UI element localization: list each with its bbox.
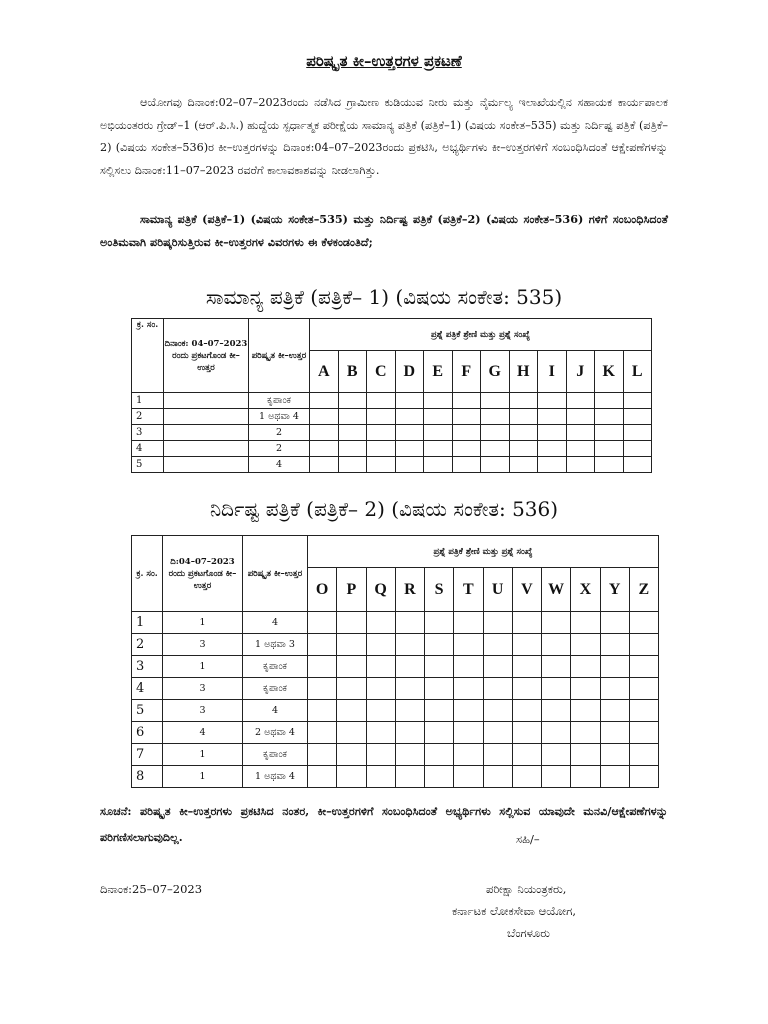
series-letter-v: V <box>512 568 541 612</box>
issue-date: ದಿನಾಂಕ:25–07–2023 <box>100 882 203 896</box>
question-number-cell <box>595 425 624 441</box>
question-number-cell <box>538 409 567 425</box>
question-number-cell <box>395 744 424 766</box>
question-number-cell <box>366 678 395 700</box>
question-number-cell <box>512 656 541 678</box>
serial-no-cell: 8 <box>132 766 163 788</box>
answer-key-table-1 <box>131 318 652 473</box>
question-number-cell <box>308 766 337 788</box>
question-number-cell <box>425 766 454 788</box>
serial-no-cell: 3 <box>132 425 164 441</box>
question-number-cell <box>308 700 337 722</box>
serial-no-cell: 1 <box>132 393 164 409</box>
question-number-cell <box>566 457 595 473</box>
question-number-cell <box>571 766 600 788</box>
question-number-cell <box>425 634 454 656</box>
question-number-cell <box>452 393 481 409</box>
question-number-cell <box>483 656 512 678</box>
question-number-cell <box>629 744 658 766</box>
published-key-cell: 3 <box>163 700 243 722</box>
question-number-cell <box>566 393 595 409</box>
question-number-cell <box>512 766 541 788</box>
question-number-cell <box>542 656 571 678</box>
question-number-cell <box>512 678 541 700</box>
question-number-cell <box>512 612 541 634</box>
question-number-cell <box>310 441 339 457</box>
question-number-cell <box>600 744 629 766</box>
series-letter-t: T <box>454 568 483 612</box>
question-number-cell <box>454 634 483 656</box>
question-number-cell <box>542 766 571 788</box>
series-letter-w: W <box>542 568 571 612</box>
series-letter-b: B <box>338 351 367 393</box>
question-number-cell <box>367 409 396 425</box>
question-number-cell <box>366 722 395 744</box>
header-published-key: ದಿನಾಂಕ: 04–07–2023 ರಂದು ಪ್ರಕಟಗೊಂಡ ಕೀ–ಉತ್ತರ <box>164 319 249 393</box>
revised-key-cell: ಕೃಪಾಂಕ <box>243 744 308 766</box>
signatory-designation: ಪರೀಕ್ಷಾ ನಿಯಂತ್ರಕರು, <box>486 882 567 896</box>
question-number-cell <box>483 766 512 788</box>
serial-no-cell: 4 <box>132 678 163 700</box>
published-key-cell: 3 <box>163 678 243 700</box>
question-number-cell <box>308 656 337 678</box>
question-number-cell <box>424 409 453 425</box>
question-number-cell <box>623 393 652 409</box>
question-number-cell <box>310 425 339 441</box>
header-series: ಪ್ರಶ್ನೆ ಪತ್ರಿಕೆ ಶ್ರೇಣಿ ಮತ್ತು ಪ್ರಶ್ನೆ ಸಂಖ್ಯೆ <box>308 536 659 568</box>
question-number-cell <box>509 425 538 441</box>
question-number-cell <box>629 634 658 656</box>
question-number-cell <box>629 612 658 634</box>
document-title: ಪರಿಷ್ಕೃತ ಕೀ–ಉತ್ತರಗಳ ಪ್ರಕಟಣೆ <box>306 52 462 70</box>
question-number-cell <box>512 700 541 722</box>
series-letter-z: Z <box>629 568 658 612</box>
question-number-cell <box>366 744 395 766</box>
question-number-cell <box>566 425 595 441</box>
published-key-cell: 3 <box>163 634 243 656</box>
question-number-cell <box>367 441 396 457</box>
question-number-cell <box>424 457 453 473</box>
series-letter-e: E <box>424 351 453 393</box>
question-number-cell <box>538 457 567 473</box>
series-letter-j: J <box>566 351 595 393</box>
question-number-cell <box>571 678 600 700</box>
question-number-cell <box>395 457 424 473</box>
question-number-cell <box>338 393 367 409</box>
question-number-cell <box>566 441 595 457</box>
revised-key-cell: 4 <box>249 457 310 473</box>
table-row <box>132 457 652 473</box>
serial-no-cell: 2 <box>132 634 163 656</box>
series-letter-s: S <box>425 568 454 612</box>
series-letter-a: A <box>310 351 339 393</box>
question-number-cell <box>395 409 424 425</box>
question-number-cell <box>571 656 600 678</box>
revised-key-cell: ಕೃಪಾಂಕ <box>243 656 308 678</box>
question-number-cell <box>308 612 337 634</box>
question-number-cell <box>595 409 624 425</box>
published-key-cell: 1 <box>163 766 243 788</box>
question-number-cell <box>338 441 367 457</box>
revised-key-cell: 2 <box>249 441 310 457</box>
question-number-cell <box>509 409 538 425</box>
question-number-cell <box>571 722 600 744</box>
question-number-cell <box>337 766 366 788</box>
revised-key-cell: ಕೃಪಾಂಕ <box>243 678 308 700</box>
summary-paragraph: ಸಾಮಾನ್ಯ ಪತ್ರಿಕೆ (ಪತ್ರಿಕೆ–1) (ವಿಷಯ ಸಂಕೇತ–535) ಮತ್ತು ನಿರ್ದಿಷ್ಟ ಪತ್ರಿಕೆ (ಪತ್ರಿಕೆ–2) (ವಿಷಯ ಸಂಕೇತ–536) ಗಳಿಗೆ ಸಂಬಂಧಿಸಿದಂತೆ ಅಂತಿಮವಾಗಿ ಪರಿಷ್ಕರಿಸುತ್ತಿರುವ ಕೀ–ಉತ್ತರಗಳ ವಿವರಗಳು ಈ ಕೆಳಕಂಡಂತಿದೆ; <box>100 212 668 249</box>
question-number-cell <box>366 766 395 788</box>
question-number-cell <box>512 634 541 656</box>
question-number-cell <box>424 441 453 457</box>
question-number-cell <box>366 700 395 722</box>
question-number-cell <box>454 656 483 678</box>
table-row <box>132 678 659 700</box>
revised-key-cell: 2 ಅಥವಾ 4 <box>243 722 308 744</box>
question-number-cell <box>483 678 512 700</box>
question-number-cell <box>600 766 629 788</box>
serial-no-cell: 2 <box>132 409 164 425</box>
table-row <box>132 634 659 656</box>
published-key-cell <box>164 409 249 425</box>
published-key-cell <box>164 393 249 409</box>
question-number-cell <box>395 678 424 700</box>
question-number-cell <box>512 744 541 766</box>
question-number-cell <box>338 409 367 425</box>
question-number-cell <box>481 393 510 409</box>
question-number-cell <box>571 634 600 656</box>
header-revised-key: ಪರಿಷ್ಕೃತ ಕೀ–ಉತ್ತರ <box>243 536 308 612</box>
question-number-cell <box>395 700 424 722</box>
series-letter-h: H <box>509 351 538 393</box>
question-number-cell <box>308 722 337 744</box>
question-number-cell <box>454 722 483 744</box>
question-number-cell <box>623 409 652 425</box>
question-number-cell <box>308 744 337 766</box>
question-number-cell <box>542 678 571 700</box>
series-letter-q: Q <box>366 568 395 612</box>
question-number-cell <box>600 656 629 678</box>
question-number-cell <box>367 457 396 473</box>
question-number-cell <box>512 722 541 744</box>
question-number-cell <box>600 612 629 634</box>
table2-title: ನಿರ್ದಿಷ್ಟ ಪತ್ರಿಕೆ (ಪತ್ರಿಕೆ– 2) (ವಿಷಯ ಸಂಕೇತ: 536) <box>209 497 559 521</box>
question-number-cell <box>538 393 567 409</box>
serial-no-cell: 4 <box>132 441 164 457</box>
series-letter-p: P <box>337 568 366 612</box>
question-number-cell <box>454 744 483 766</box>
question-number-cell <box>425 678 454 700</box>
question-number-cell <box>483 722 512 744</box>
question-number-cell <box>452 425 481 441</box>
question-number-cell <box>452 409 481 425</box>
published-key-cell: 1 <box>163 612 243 634</box>
question-number-cell <box>600 722 629 744</box>
revised-key-cell: 4 <box>243 612 308 634</box>
question-number-cell <box>566 409 595 425</box>
series-letter-d: D <box>395 351 424 393</box>
signatory-place: ಬೆಂಗಳೂರು <box>507 926 550 940</box>
question-number-cell <box>337 744 366 766</box>
serial-no-cell: 5 <box>132 700 163 722</box>
question-number-cell <box>310 457 339 473</box>
published-key-cell: 1 <box>163 744 243 766</box>
header-serial-no: ಕ್ರ. ಸಂ. <box>132 319 164 393</box>
question-number-cell <box>395 441 424 457</box>
question-number-cell <box>452 441 481 457</box>
intro-paragraph: ಆಯೋಗವು ದಿನಾಂಕ:02–07–2023ರಂದು ನಡೆಸಿದ ಗ್ರಾಮೀಣ ಕುಡಿಯುವ ನೀರು ಮತ್ತು ನೈರ್ಮಲ್ಯ ಇಲಾಖೆಯಲ್ಲಿನ ಸಹಾಯಕ ಕಾರ್ಯಪಾಲಕ ಅಭಿಯಂತರರು ಗ್ರೇಡ್–1 (ಆರ್.ಪಿ.ಸಿ.) ಹುದ್ದೆಯ ಸ್ಪರ್ಧಾತ್ಮಕ ಪರೀಕ್ಷೆಯ ಸಾಮಾನ್ಯ ಪತ್ರಿಕೆ (ಪತ್ರಿಕೆ–1) (ವಿಷಯ ಸಂಕೇತ–535) ಮತ್ತು ನಿರ್ದಿಷ್ಟ ಪತ್ರಿಕೆ (ಪತ್ರಿಕೆ–2) (ವಿಷಯ ಸಂಕೇತ–536)ರ ಕೀ–ಉತ್ತರಗಳನ್ನು ದಿನಾಂಕ:04–07–2023ರಂದು ಪ್ರಕಟಿಸಿ, ಅಭ್ಯರ್ಥಿಗಳು ಕೀ–ಉತ್ತರಗಳಿಗೆ ಸಂಬಂಧಿಸಿದಂತೆ ಆಕ್ಷೇಪಣೆಗಳನ್ನು ಸಲ್ಲಿಸಲು ದಿನಾಂಕ:11–07–2023 ರವರೆಗೆ ಕಾಲಾವಕಾಶವನ್ನು ನೀಡಲಾಗಿತ್ತು. <box>100 96 668 177</box>
question-number-cell <box>366 656 395 678</box>
series-letter-k: K <box>595 351 624 393</box>
question-number-cell <box>337 656 366 678</box>
series-letter-l: L <box>623 351 652 393</box>
series-letter-r: R <box>395 568 424 612</box>
question-number-cell <box>424 393 453 409</box>
question-number-cell <box>425 656 454 678</box>
question-number-cell <box>481 425 510 441</box>
question-number-cell <box>509 441 538 457</box>
question-number-cell <box>310 393 339 409</box>
header-published-key: ದಿ:04–07–2023 ರಂದು ಪ್ರಕಟಗೊಂಡ ಕೀ–ಉತ್ತರ <box>163 536 243 612</box>
published-key-cell <box>164 425 249 441</box>
series-letter-i: I <box>538 351 567 393</box>
question-number-cell <box>367 425 396 441</box>
series-letter-g: G <box>481 351 510 393</box>
question-number-cell <box>481 409 510 425</box>
revised-key-cell: 1 ಅಥವಾ 4 <box>249 409 310 425</box>
question-number-cell <box>571 700 600 722</box>
question-number-cell <box>542 634 571 656</box>
series-letter-u: U <box>483 568 512 612</box>
question-number-cell <box>395 634 424 656</box>
table-row <box>132 441 652 457</box>
question-number-cell <box>337 634 366 656</box>
question-number-cell <box>623 457 652 473</box>
question-number-cell <box>538 441 567 457</box>
question-number-cell <box>509 393 538 409</box>
question-number-cell <box>600 634 629 656</box>
revised-key-cell: 4 <box>243 700 308 722</box>
revised-key-cell: 1 ಅಥವಾ 4 <box>243 766 308 788</box>
revised-key-cell: 1 ಅಥವಾ 3 <box>243 634 308 656</box>
table-row <box>132 766 659 788</box>
question-number-cell <box>595 441 624 457</box>
table-row <box>132 656 659 678</box>
header-revised-key: ಪರಿಷ್ಕೃತ ಕೀ–ಉತ್ತರ <box>249 319 310 393</box>
question-number-cell <box>629 656 658 678</box>
table-row <box>132 425 652 441</box>
published-key-cell <box>164 457 249 473</box>
question-number-cell <box>452 457 481 473</box>
serial-no-cell: 7 <box>132 744 163 766</box>
question-number-cell <box>366 634 395 656</box>
table-row <box>132 700 659 722</box>
question-number-cell <box>425 744 454 766</box>
table-row <box>132 722 659 744</box>
question-number-cell <box>600 678 629 700</box>
question-number-cell <box>600 700 629 722</box>
series-letter-f: F <box>452 351 481 393</box>
question-number-cell <box>366 612 395 634</box>
question-number-cell <box>481 457 510 473</box>
question-number-cell <box>337 678 366 700</box>
table-row <box>132 409 652 425</box>
question-number-cell <box>629 700 658 722</box>
question-number-cell <box>337 700 366 722</box>
serial-no-cell: 3 <box>132 656 163 678</box>
question-number-cell <box>338 457 367 473</box>
question-number-cell <box>395 722 424 744</box>
question-number-cell <box>425 722 454 744</box>
question-number-cell <box>395 766 424 788</box>
question-number-cell <box>367 393 396 409</box>
published-key-cell: 4 <box>163 722 243 744</box>
header-series: ಪ್ರಶ್ನೆ ಪತ್ರಿಕೆ ಶ್ರೇಣಿ ಮತ್ತು ಪ್ರಶ್ನೆ ಸಂಖ್ಯೆ <box>310 319 652 351</box>
question-number-cell <box>542 722 571 744</box>
question-number-cell <box>395 425 424 441</box>
question-number-cell <box>425 700 454 722</box>
question-number-cell <box>595 457 624 473</box>
question-number-cell <box>308 634 337 656</box>
question-number-cell <box>595 393 624 409</box>
series-letter-o: O <box>308 568 337 612</box>
question-number-cell <box>308 678 337 700</box>
question-number-cell <box>629 722 658 744</box>
published-key-cell <box>164 441 249 457</box>
question-number-cell <box>454 678 483 700</box>
question-number-cell <box>542 744 571 766</box>
question-number-cell <box>483 612 512 634</box>
question-number-cell <box>629 766 658 788</box>
question-number-cell <box>571 612 600 634</box>
header-serial-no: ಕ್ರ. ಸಂ. <box>132 536 163 612</box>
question-number-cell <box>454 766 483 788</box>
question-number-cell <box>542 612 571 634</box>
question-number-cell <box>542 700 571 722</box>
question-number-cell <box>629 678 658 700</box>
series-letter-x: X <box>571 568 600 612</box>
question-number-cell <box>338 425 367 441</box>
table-row <box>132 612 659 634</box>
question-number-cell <box>483 634 512 656</box>
answer-key-table-2 <box>131 535 659 788</box>
question-number-cell <box>538 425 567 441</box>
revised-key-cell: ಕೃಪಾಂಕ <box>249 393 310 409</box>
question-number-cell <box>395 656 424 678</box>
question-number-cell <box>337 612 366 634</box>
serial-no-cell: 6 <box>132 722 163 744</box>
question-number-cell <box>509 457 538 473</box>
question-number-cell <box>483 744 512 766</box>
question-number-cell <box>623 425 652 441</box>
serial-no-cell: 5 <box>132 457 164 473</box>
question-number-cell <box>483 700 512 722</box>
question-number-cell <box>310 409 339 425</box>
question-number-cell <box>571 744 600 766</box>
question-number-cell <box>481 441 510 457</box>
revised-key-cell: 2 <box>249 425 310 441</box>
question-number-cell <box>395 393 424 409</box>
question-number-cell <box>454 612 483 634</box>
serial-no-cell: 1 <box>132 612 163 634</box>
question-number-cell <box>337 722 366 744</box>
signatory-office: ಕರ್ನಾಟಕ ಲೋಕಸೇವಾ ಆಯೋಗ, <box>452 904 576 918</box>
table1-title: ಸಾಮಾನ್ಯ ಪತ್ರಿಕೆ (ಪತ್ರಿಕೆ– 1) (ವಿಷಯ ಸಂಕೇತ: 535) <box>205 285 563 309</box>
question-number-cell <box>425 612 454 634</box>
series-letter-y: Y <box>600 568 629 612</box>
question-number-cell <box>424 425 453 441</box>
question-number-cell <box>623 441 652 457</box>
table-row <box>132 393 652 409</box>
table-row <box>132 744 659 766</box>
question-number-cell <box>454 700 483 722</box>
series-letter-c: C <box>367 351 396 393</box>
signed-mark: ಸಹಿ/– <box>516 832 540 846</box>
notice-text: ಸೂಚನೆ: ಪರಿಷ್ಕೃತ ಕೀ–ಉತ್ತರಗಳು ಪ್ರಕಟಿಸಿದ ನಂತರ, ಕೀ–ಉತ್ತರಗಳಿಗೆ ಸಂಬಂಧಿಸಿದಂತೆ ಅಭ್ಯರ್ಥಿಗಳು ಸಲ್ಲಿಸುವ ಯಾವುದೇ ಮನವಿ/ಆಕ್ಷೇಪಣೆಗಳನ್ನು ಪರಿಗಣಿಸಲಾಗುವುದಿಲ್ಲ. <box>100 804 668 844</box>
published-key-cell: 1 <box>163 656 243 678</box>
question-number-cell <box>395 612 424 634</box>
